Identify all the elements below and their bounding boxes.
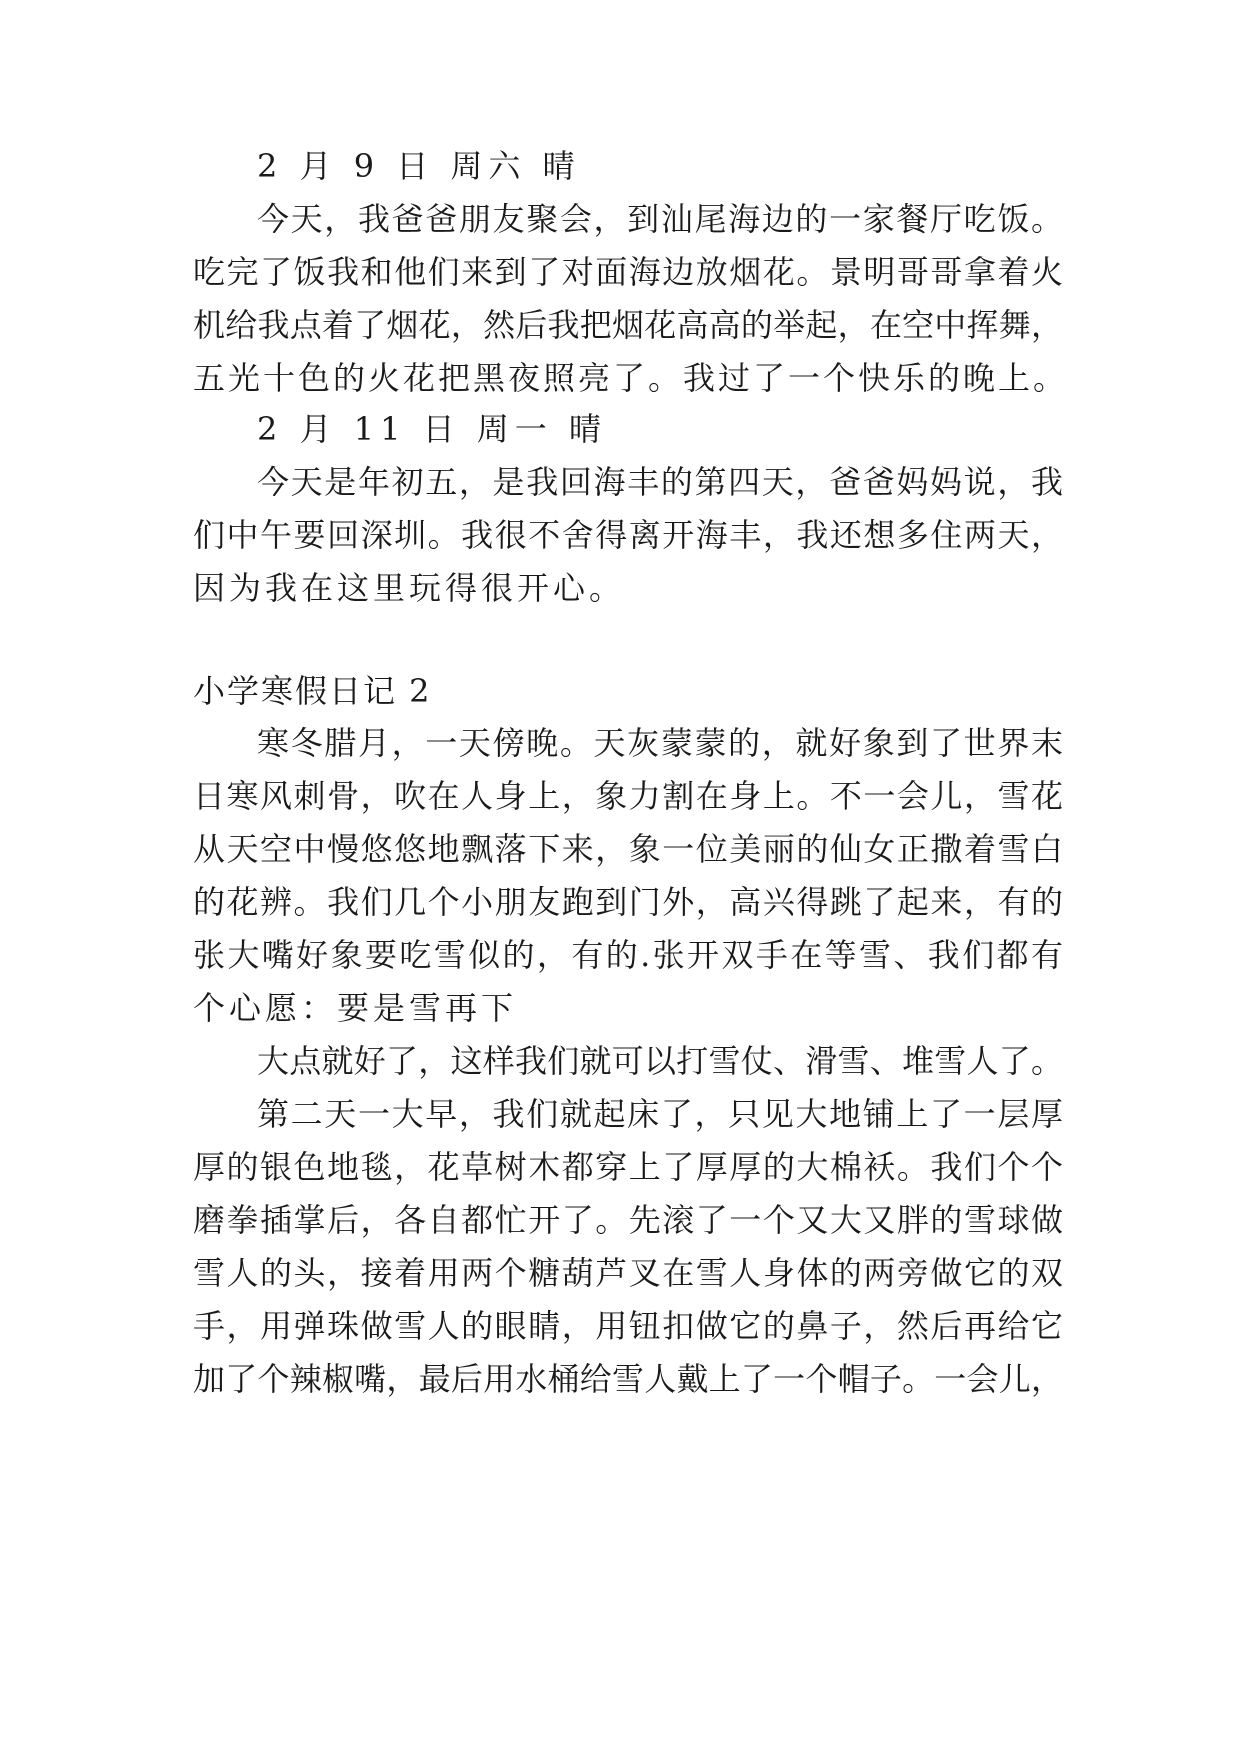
paragraph-line: 五光十色的火花把黑夜照亮了。我过了一个快乐的晚上。 [193, 359, 1069, 397]
section-title: 小学寒假日记 2 [193, 672, 432, 710]
paragraph-line: 吃完了饭我和他们来到了对面海边放烟花。景明哥哥拿着火 [193, 253, 1063, 291]
paragraph-line: 寒冬腊月，一天傍晚。天灰蒙蒙的，就好象到了世界末 [257, 724, 1063, 762]
paragraph-line: 的花辨。我们几个小朋友跑到门外，高兴得跳了起来，有的 [193, 883, 1063, 921]
paragraph-line: 厚的银色地毯，花草树木都穿上了厚厚的大棉袄。我们个个 [193, 1148, 1063, 1186]
paragraph-line: 磨拳插掌后，各自都忙开了。先滚了一个又大又胖的雪球做 [193, 1201, 1063, 1239]
paragraph-line: 们中午要回深圳。我很不舍得离开海丰，我还想多住两天， [193, 516, 1063, 554]
paragraph-line: 个心愿：要是雪再下 [193, 989, 518, 1027]
paragraph-line: 大点就好了，这样我们就可以打雪仗、滑雪、堆雪人了。 [257, 1042, 1063, 1080]
paragraph-line: 张大嘴好象要吃雪似的，有的.张开双手在等雪、我们都有 [193, 936, 1063, 974]
paragraph-line: 机给我点着了烟花，然后我把烟花高高的举起，在空中挥舞， [193, 306, 1063, 344]
paragraph-line: 今天，我爸爸朋友聚会，到汕尾海边的一家餐厅吃饭。 [257, 200, 1063, 238]
paragraph-line: 雪人的头，接着用两个糖葫芦叉在雪人身体的两旁做它的双 [193, 1254, 1063, 1292]
paragraph-line: 日寒风刺骨，吹在人身上，象力割在身上。不一会儿，雪花 [193, 777, 1063, 815]
paragraph-line: 第二天一大早，我们就起床了，只见大地铺上了一层厚 [257, 1095, 1063, 1133]
paragraph-line: 今天是年初五，是我回海丰的第四天，爸爸妈妈说，我 [257, 463, 1063, 501]
diary-date-heading: 2 月 11 日 周一 晴 [257, 410, 607, 448]
paragraph-line: 手，用弹珠做雪人的眼睛，用钮扣做它的鼻子，然后再给它 [193, 1307, 1063, 1345]
paragraph-line: 从天空中慢悠悠地飘落下来，象一位美丽的仙女正撒着雪白 [193, 830, 1063, 868]
paragraph-line: 因为我在这里玩得很开心。 [193, 569, 626, 607]
paragraph-line: 加了个辣椒嘴，最后用水桶给雪人戴上了一个帽子。一会儿， [193, 1360, 1063, 1398]
diary-date-heading: 2 月 9 日 周六 晴 [257, 147, 581, 185]
